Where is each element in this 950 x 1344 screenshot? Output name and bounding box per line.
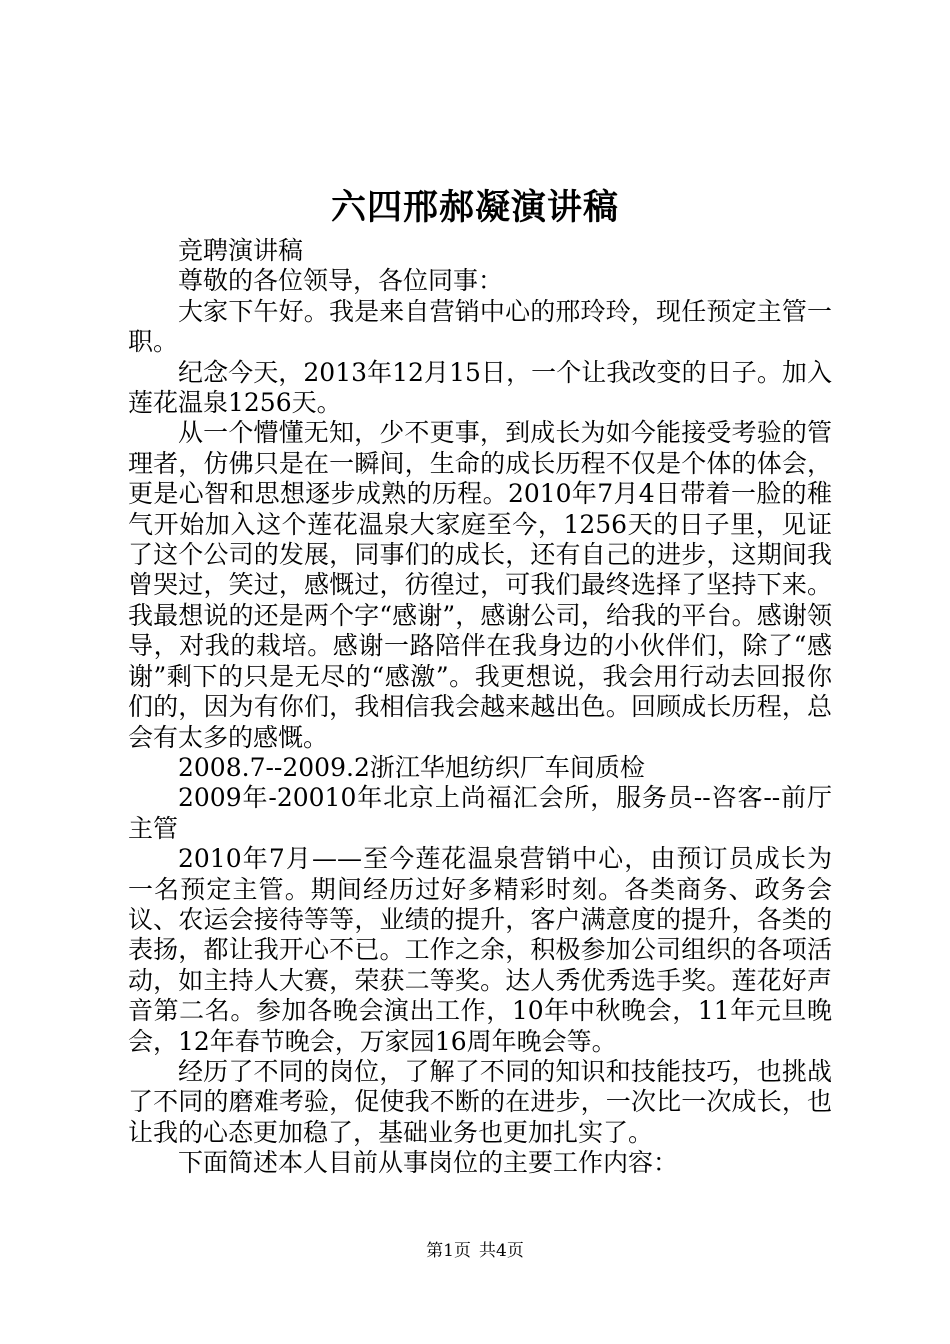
page-total: 共4页 [479, 1241, 524, 1261]
document-body [128, 236, 832, 1179]
paragraph: 2009年-20010年北京上尚福汇会所，服务员--咨客--前厅主管 [128, 783, 832, 843]
paragraph: 从一个懵懂无知，少不更事，到成长为如今能接受考验的管理者，仿佛只是在一瞬间，生命的成长历程不仅是个体的体会，更是心智和思想逐步成熟的历程。2010年7月4日带着一脸的稚气开始加入这个莲花温泉大家庭至今，1256天的日子里，见证了这个公司的发展，同事们的成长，还有自己的进步，这期间我曾哭过，笑过，感慨过，彷徨过，可我们最终选择了坚持下来。我最想说的还是两个字“感谢”，感谢公司，给我的平台。感谢领导，对我的栽培。感谢一路陪伴在我身边的小伙伴们，除了“感谢”剩下的只是无尽的“感激”。我更想说，我会用行动去回报你们的，因为有你们，我相信我会越来越出色。回顾成长历程，总会有太多的感慨。 [128, 418, 832, 752]
paragraph: 下面简述本人目前从事岗位的主要工作内容： [178, 1148, 679, 1178]
document-title: 六四邢郝凝演讲稿 [330, 187, 619, 228]
paragraph: 尊敬的各位领导，各位同事： [178, 266, 504, 296]
paragraph: 纪念今天，2013年12月15日，一个让我改变的日子。加入莲花温泉1256天。 [128, 357, 832, 418]
paragraph: 经历了不同的岗位，了解了不同的知识和技能技巧，也挑战了不同的磨难考验，促使我不断的在进步，一次比一次成长，也让我的心态更加稳了，基础业务也更加扎实了。 [128, 1056, 832, 1147]
paragraph: 竞聘演讲稿 [178, 236, 304, 265]
page-number: 第1页 [426, 1241, 471, 1261]
paragraph: 2008.7--2009.2浙江华旭纺织厂车间质检 [178, 752, 645, 782]
page-footer [0, 1240, 950, 1262]
paragraph: 大家下午好。我是来自营销中心的邢玲玲，现任预定主管一职。 [128, 296, 832, 357]
paragraph: 2010年7月——至今莲花温泉营销中心，由预订员成长为一名预定主管。期间经历过好多精彩时刻。各类商务、政务会议、农运会接待等等，业绩的提升，客户满意度的提升，各类的表扬，都让我开心不已。工作之余，积极参加公司组织的各项活动，如主持人大赛，荣获二等奖。达人秀优秀选手奖。莲花好声音第二名。参加各晚会演出工作，10年中秋晚会，11年元旦晚会，12年春节晚会，万家园16周年晚会等。 [128, 844, 832, 1056]
